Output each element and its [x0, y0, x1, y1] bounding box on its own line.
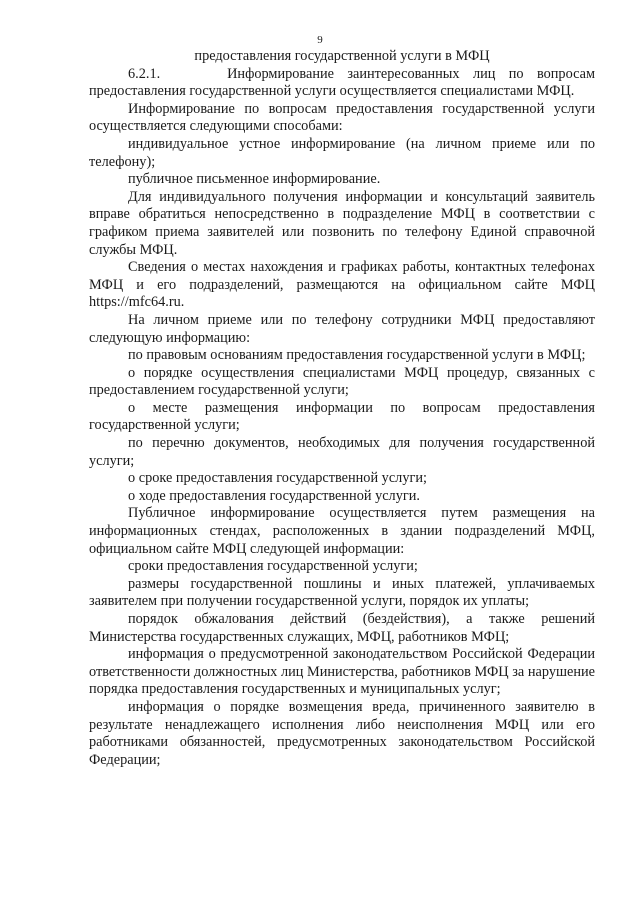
paragraph-personal-reception: На личном приеме или по телефону сотрудники МФЦ предоставляют следующую информацию:	[89, 311, 595, 346]
list-item-appeal-procedure: порядок обжалования действий (бездействия), а также решений Министерства государственных служащих, МФЦ, работников МФЦ;	[89, 611, 595, 645]
list-item-documents: по перечню документов, необходимых для получения государственной услуги;	[89, 435, 595, 469]
list-item-service-terms: сроки предоставления государственной услуги;	[128, 558, 418, 575]
page-number: 9	[317, 34, 323, 46]
paragraph-individual-consultation: Для индивидуального получения информации и консультаций заявитель вправе обратиться непосредственно в подразделение МФЦ в соответствии с графиком приема заявителей или позвонить по телефону Единой справочной службы МФЦ.	[89, 188, 595, 258]
paragraph-methods-intro: Информирование по вопросам предоставления государственной услуги осуществляется следующими способами:	[89, 100, 595, 135]
list-item-procedure: о порядке осуществления специалистами МФЦ процедур, связанных с предоставлением государственной услуги;	[89, 364, 595, 399]
list-item-fees: размеры государственной пошлины и иных платежей, уплачиваемых заявителем при получении государственной услуги, порядок их уплаты;	[89, 575, 595, 610]
paragraph-public-informing: Публичное информирование осуществляется путем размещения на информационных стендах, расположенных в здании подразделений МФЦ, официальном сайте МФЦ следующей информации:	[89, 505, 595, 557]
list-item-written-informing: публичное письменное информирование.	[128, 171, 381, 188]
list-item-oral-informing: индивидуальное устное информирование (на личном приеме или по телефону);	[89, 135, 595, 170]
paragraph-contact-info: Сведения о местах нахождения и графиках работы, контактных телефонах МФЦ и его подразделений, размещаются на официальном сайте МФЦ https://mfc64.ru.	[89, 259, 595, 311]
list-item-deadline: о сроке предоставления государственной услуги;	[128, 470, 427, 487]
list-item-legal-grounds: по правовым основаниям предоставления государственной услуги в МФЦ;	[128, 347, 586, 364]
list-item-damage-compensation: информация о порядке возмещения вреда, причиненного заявителю в результате ненадлежащего исполнения либо неисполнения МФЦ или его работниками обязанностей, предусмотренных законодательством Российской Федерации;	[89, 698, 595, 768]
list-item-progress: о ходе предоставления государственной услуги.	[128, 487, 420, 504]
section-heading-continuation: предоставления государственной услуги в МФЦ	[194, 48, 490, 64]
document-body	[89, 48, 595, 769]
list-item-liability: информация о предусмотренной законодательством Российской Федерации ответственности должностных лиц Министерства, работников МФЦ за нарушение порядка предоставления государственных и муниципальных услуг;	[89, 646, 595, 698]
list-item-info-location: о месте размещения информации по вопросам предоставления государственной услуги;	[89, 399, 595, 434]
paragraph-6-2-1: 6.2.1. Информирование заинтересованных лиц по вопросам предоставления государственной услуги осуществляется специалистами МФЦ.	[89, 65, 595, 100]
